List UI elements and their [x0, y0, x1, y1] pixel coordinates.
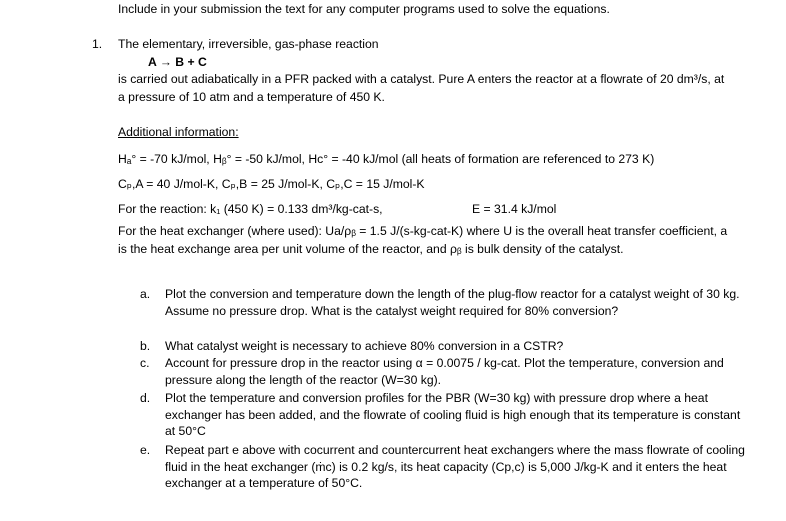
rate-constant: For the reaction: k₁ (450 K) = 0.133 dm³/kg-cat-s,	[118, 202, 383, 216]
heat-exchanger-info: For the heat exchanger (where used): Ua/ρᵦ = 1.5 J/(s-kg-cat-K) where U is the overall heat transfer coefficient, a is the heat exchange area per unit volume of the reactor, and ρᵦ is bulk density of the catalyst.	[118, 224, 728, 256]
problem-number: 1.	[92, 37, 103, 51]
part-b-text: What catalyst weight is necessary to achieve 80% conversion in a CSTR?	[165, 339, 564, 353]
additional-info-title	[118, 125, 239, 140]
part-d-text: Plot the temperature and conversion profiles for the PBR (W=30 kg) with pressure drop where a heat exchanger has been added, and the flowrate of cooling fluid is high enough that its temperature is constant at 50°C	[165, 391, 741, 438]
problem-intro: The elementary, irreversible, gas-phase reaction	[118, 37, 379, 51]
problem-description: is carried out adiabatically in a PFR packed with a catalyst. Pure A enters the reactor at a flowrate of 20 dm³/s, at a pressure of 10 atm and a temperature of 450 K.	[118, 72, 725, 104]
heat-capacities: Cₚ,A = 40 J/mol-K, Cₚ,B = 25 J/mol-K, Cₚ,C = 15 J/mol-K	[118, 177, 425, 191]
part-e-text: Repeat part e above with cocurrent and countercurrent heat exchangers where the mass flowrate of cooling fluid in the heat exchanger (ṁc) is 0.2 kg/s, its heat capacity (Cp,c) is 5,000 J/kg-K and it enters the heat exchanger at a temperature of 50°C.	[165, 443, 745, 490]
part-c-text: Account for pressure drop in the reactor using α = 0.0075 / kg-cat. Plot the temperature, conversion and pressure along the length of the reactor (W=30 kg).	[165, 356, 724, 387]
reaction-equation: A → B + C	[148, 55, 207, 69]
part-c-label: c.	[140, 356, 150, 370]
part-a-label: a.	[140, 287, 151, 301]
part-a-text: Plot the conversion and temperature down the length of the plug-flow reactor for a catalyst weight of 30 kg. Assume no pressure drop. What is the catalyst weight required for 80% conversion?	[165, 287, 740, 318]
additional-info-title-text: Additional information:	[118, 125, 239, 139]
part-d-label: d.	[140, 391, 151, 405]
activation-energy: E = 31.4 kJ/mol	[472, 202, 557, 216]
part-b-label: b.	[140, 339, 151, 353]
header-note: Include in your submission the text for any computer programs used to solve the equations.	[118, 2, 610, 16]
part-e-label: e.	[140, 443, 151, 457]
heats-of-formation: Hₐ° = -70 kJ/mol, Hᵦ° = -50 kJ/mol, Hc° = -40 kJ/mol (all heats of formation are referenced to 273 K)	[118, 152, 655, 166]
